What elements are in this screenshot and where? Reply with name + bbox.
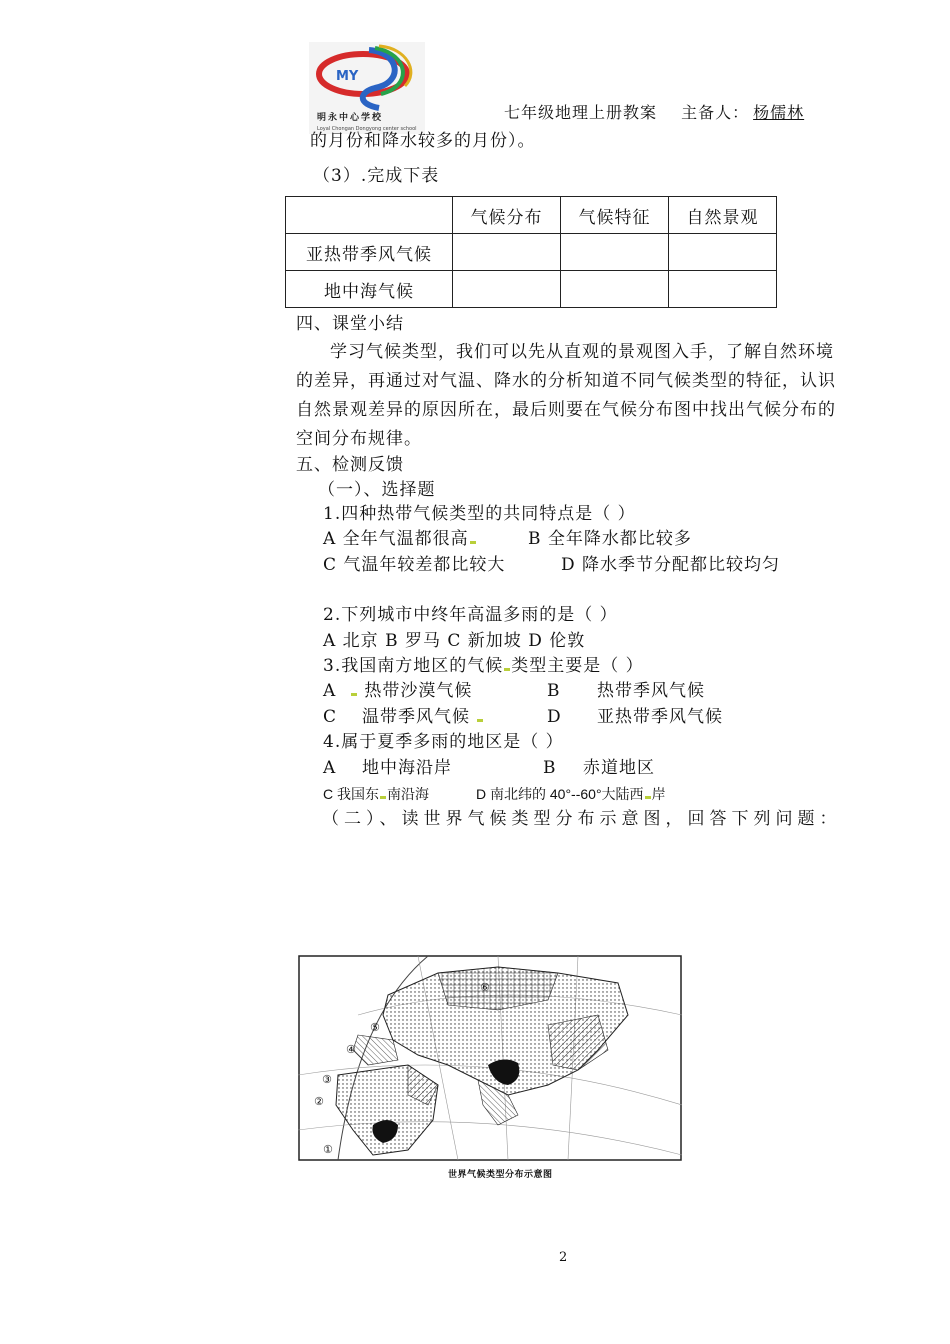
q4-stem: 4.属于夏季多雨的地区是（ ） <box>323 732 564 752</box>
svg-text:①: ① <box>323 1143 333 1156</box>
author-label: 主备人： <box>681 103 750 122</box>
q3-option-d: 亚热带季风气候 <box>597 707 723 727</box>
q4-option-b-letter: B <box>543 758 557 778</box>
school-logo <box>309 42 425 134</box>
svg-text:MY: MY <box>336 69 359 84</box>
q3-option-c: 温带季风气候 <box>362 704 484 730</box>
table-cell[interactable] <box>669 271 777 308</box>
highlight-mark <box>645 796 651 799</box>
q3-stem: 3.我国南方地区的气候 类型主要是（ ） <box>323 656 644 676</box>
table-cell[interactable] <box>561 271 669 308</box>
climate-map-icon <box>298 955 682 1161</box>
page-number: 2 <box>559 1250 568 1265</box>
task3-title: （3）.完成下表 <box>313 166 440 186</box>
q3-option-b-letter: B <box>547 681 561 701</box>
part2-title: （二）、读世界气候类型分布示意图，回答下列问题： <box>322 809 842 829</box>
q4-option-a: 地中海沿岸 <box>362 758 452 778</box>
highlight-mark <box>351 693 357 696</box>
q4-option-b: 赤道地区 <box>583 758 655 778</box>
climate-table <box>285 196 777 308</box>
table-header-cell: 气候分布 <box>453 197 561 234</box>
table-cell: 地中海气候 <box>286 271 453 308</box>
course-title: 七年级地理上册教案 <box>504 103 658 122</box>
highlight-mark <box>470 541 476 544</box>
logo-icon <box>309 42 425 134</box>
table-cell[interactable] <box>669 234 777 271</box>
summary-paragraph: 学习气候类型，我们可以先从直观的景观图入手，了解自然环境的差异，再通过对气温、降水的分析知道不同气候类型的特征，认识自然景观差异的原因所在，最后则要在气候分布图中找出气候分布的空间分布规律。 <box>296 342 836 449</box>
q3-option-a: 热带沙漠气候 <box>350 678 472 704</box>
continuation-text: 的月份和降水较多的月份）。 <box>310 131 536 151</box>
table-header-cell <box>286 197 453 234</box>
q2-options: A 北京 B 罗马 C 新加坡 D 伦敦 <box>323 631 586 651</box>
table-row <box>286 271 777 308</box>
q1-option-d: D 降水季节分配都比较均匀 <box>561 555 781 575</box>
svg-text:②: ② <box>314 1095 324 1108</box>
q1-option-c: C 气温年较差都比较大 <box>323 555 506 575</box>
q1-option-b: B 全年降水都比较多 <box>528 529 692 549</box>
q2-stem: 2.下列城市中终年高温多雨的是（ ） <box>323 605 618 625</box>
page-header <box>504 100 804 123</box>
map-caption: 世界气候类型分布示意图 <box>448 1170 553 1180</box>
q3-option-b: 热带季风气候 <box>597 681 705 701</box>
table-header-cell: 气候特征 <box>561 197 669 234</box>
table-cell: 亚热带季风气候 <box>286 234 453 271</box>
table-header-row <box>286 197 777 234</box>
table-header-cell: 自然景观 <box>669 197 777 234</box>
svg-text:⑤: ⑤ <box>370 1021 380 1034</box>
world-climate-map <box>298 955 682 1161</box>
table-cell[interactable] <box>561 234 669 271</box>
highlight-mark <box>504 668 510 671</box>
svg-text:⑥: ⑥ <box>480 981 490 994</box>
part1-title: （一）、选择题 <box>318 480 436 500</box>
table-cell[interactable] <box>453 271 561 308</box>
highlight-mark <box>380 796 386 799</box>
author-name: 杨儒林 <box>753 103 805 122</box>
q1-stem: 1.四种热带气候类型的共同特点是（ ） <box>323 504 636 524</box>
section4-title: 四、课堂小结 <box>296 314 404 334</box>
svg-text:③: ③ <box>322 1073 332 1086</box>
svg-text:Loyal Chongan Dongyong center: Loyal Chongan Dongyong center school <box>317 126 417 132</box>
svg-text:④: ④ <box>346 1043 356 1056</box>
q3-option-a-letter: A <box>323 681 337 701</box>
q3-option-d-letter: D <box>547 707 562 727</box>
q1-option-a: A 全年气温都很高 <box>323 526 477 552</box>
section5-title: 五、检测反馈 <box>296 455 404 475</box>
highlight-mark <box>477 719 483 722</box>
table-row <box>286 234 777 271</box>
q4-option-d: D 南北纬的 40°--60°大陆西 岸 <box>476 786 666 802</box>
q4-option-a-letter: A <box>323 758 337 778</box>
q4-option-c: C 我国东 南沿海 <box>323 786 429 802</box>
table-cell[interactable] <box>453 234 561 271</box>
q3-option-c-letter: C <box>323 707 338 727</box>
svg-text:明永中心学校: 明永中心学校 <box>317 113 384 123</box>
